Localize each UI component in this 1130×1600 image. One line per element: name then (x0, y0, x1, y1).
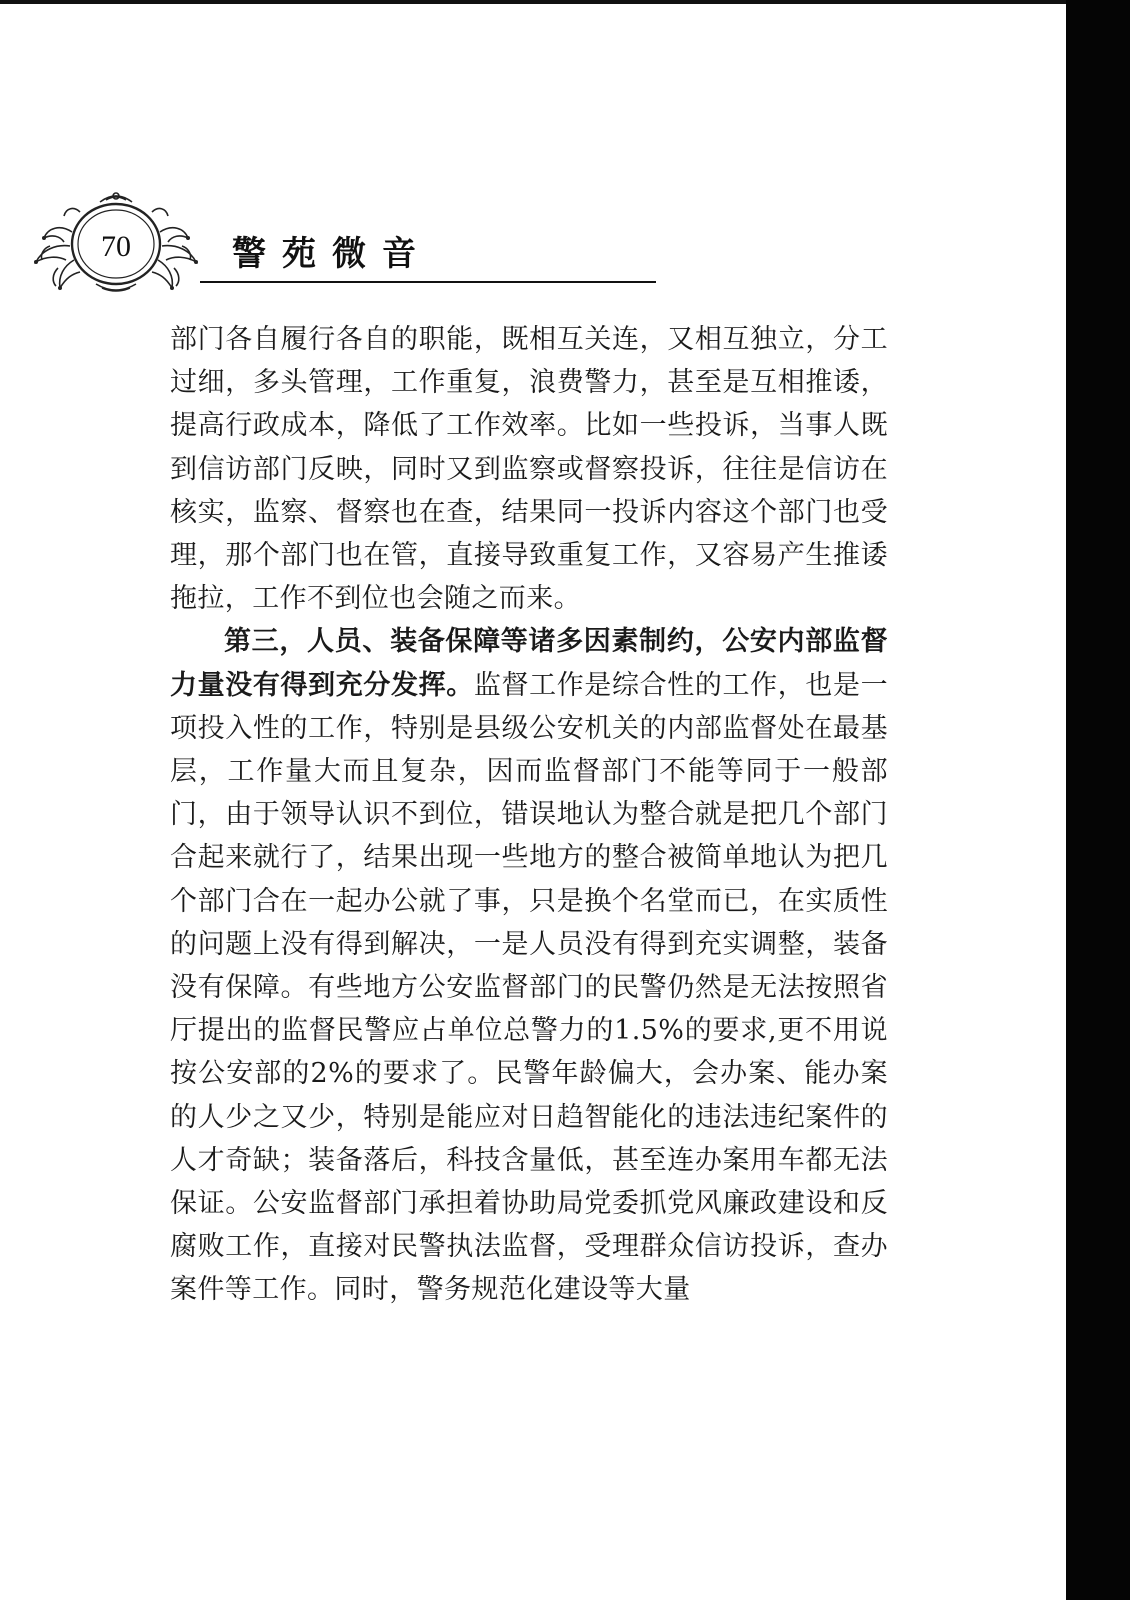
page-number: 70 (101, 230, 131, 263)
scan-shadow-right (1066, 0, 1130, 1600)
paragraph-1: 部门各自履行各自的职能，既相互关连，又相互独立，分工过细，多头管理，工作重复，浪费警力，甚至是互相推诿，提高行政成本，降低了工作效率。比如一些投诉，当事人既到信访部门反映，同时又到监察或督察投诉，往往是信访在核实，监察、督察也在查，结果同一投诉内容这个部门也受理，那个部门也在管，直接导致重复工作，又容易产生推诿拖拉，工作不到位也会随之而来。 (170, 324, 888, 615)
paragraph-2-bold-lead: 第三，人员、装备保障等诸多因素制约，公安内部监督力量没有得到充分发挥。 (170, 626, 888, 701)
body-text (170, 318, 888, 1312)
paragraph-2 (170, 620, 888, 1311)
running-header-title: 警苑微音 (232, 234, 432, 274)
scan-shadow-top (0, 0, 1066, 4)
header-rule (200, 281, 656, 283)
paragraph-2-rest: 监督工作是综合性的工作，也是一项投入性的工作，特别是县级公安机关的内部监督处在最基层，工作量大而且复杂，因而监督部门不能等同于一般部门，由于领导认识不到位，错误地认为整合就是把几个部门合起来就行了，结果出现一些地方的整合被简单地认为把几个部门合在一起办公就了事，只是换个名堂而已，在实质性的问题上没有得到解决，一是人员没有得到充实调整，装备没有保障。有些地方公安监督部门的民警仍然是无法按照省厅提出的监督民警应占单位总警力的1.5%的要求,更不用说按公安部的2%的要求了。民警年龄偏大，会办案、能办案的人少之又少，特别是能应对日趋智能化的违法违纪案件的人才奇缺；装备落后，科技含量低，甚至连办案用车都无法保证。公安监督部门承担着协助局党委抓党风廉政建设和反腐败工作，直接对民警执法监督，受理群众信访投诉，查办案件等工作。同时，警务规范化建设等大量 (170, 669, 889, 1306)
